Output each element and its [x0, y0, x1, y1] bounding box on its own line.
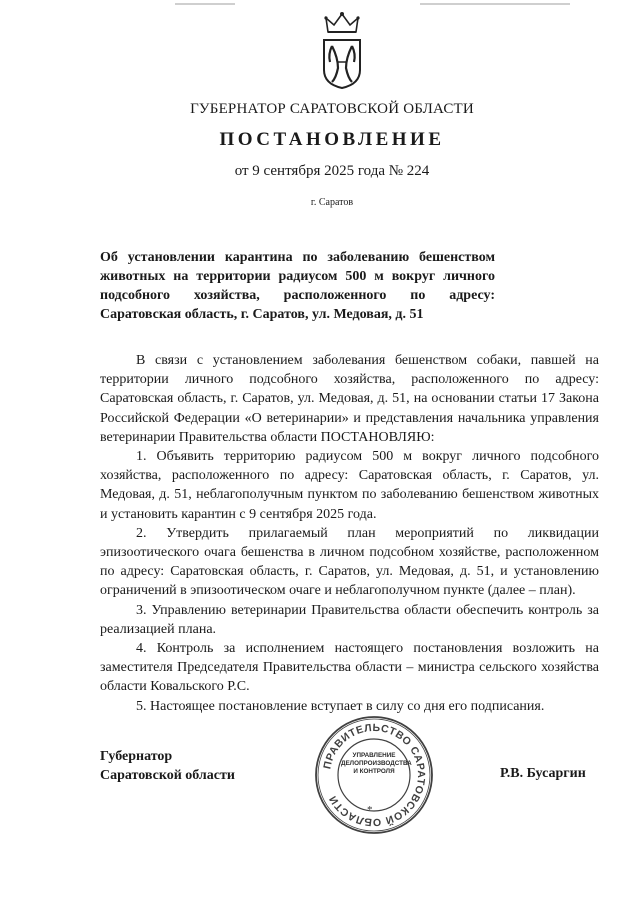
organization-title: ГУБЕРНАТОР САРАТОВСКОЙ ОБЛАСТИ [190, 101, 474, 117]
seal-inner-line: УПРАВЛЕНИЕ [352, 752, 396, 759]
coat-of-arms-icon [318, 10, 366, 90]
signatory-title-line: Саратовской области [100, 768, 235, 783]
clause-paragraph: 2. Утвердить прилагаемый план мероприятий по ликвидации эпизоотического очага бешенства в личном подсобном хозяйстве, расположенном по адресу: Саратовская область, г. Саратов, ул. Медовая, д. 51, и установлению ограничений в эпизоотическом очаге и неблагополучном пункте (далее – план). [100, 525, 599, 599]
clause-paragraph: 3. Управлению ветеринарии Правительства области обеспечить контроль за реализацией плана. [100, 602, 599, 637]
document-type-heading: ПОСТАНОВЛЕНИЕ [219, 129, 445, 150]
scan-artifact [420, 3, 570, 5]
seal-star-icon: * [367, 804, 373, 816]
preamble-paragraph: В связи с установлением заболевания бешенством собаки, павшей на территории личного подсобного хозяйства, расположенного по адресу: Саратовская область, г. Саратов, ул. Медовая, д. 51, на основании статьи 17 Закона Российской Федерации «О ветеринарии» и представления начальника управления ветеринарии Правительства области ПОСТАНОВЛЯЮ: [100, 353, 599, 445]
document-body [100, 351, 599, 716]
seal-ring-text: ПРАВИТЕЛЬСТВО САРАТОВСКОЙ ОБЛАСТИ [321, 721, 428, 829]
seal-inner-line: И КОНТРОЛЯ [353, 768, 395, 775]
place-of-issue: г. Саратов [310, 197, 354, 208]
seal-inner-text [341, 752, 412, 776]
scan-artifact [175, 3, 235, 5]
signatory-title-line: Губернатор [100, 749, 173, 764]
clause-paragraph: 4. Контроль за исполнением настоящего постановления возложить на заместителя Председателя Правительства области – министра сельского хозяйства области Ковальского Р.С. [100, 641, 599, 695]
clause-paragraph: 1. Объявить территорию радиусом 500 м вокруг личного подсобного хозяйства, расположенного по адресу: Саратовская область, г. Саратов, ул. Медовая, д. 51, неблагополучным пунктом по заболеванию бешенством животных и установить карантин с 9 сентября 2025 года. [100, 449, 599, 522]
date-and-number: от 9 сентября 2025 года № 224 [234, 163, 430, 179]
signatory-title [100, 747, 235, 785]
document-subject: Об установлении карантина по заболеванию бешенством животных на территории радиусом 500 м вокруг личного подсобного хозяйства, расположенного по адресу: Саратовская область, г. Саратов, ул. Медовая, д. 51 [100, 250, 495, 322]
seal-inner-line: ДЕЛОПРОИЗВОДСТВА [341, 760, 412, 767]
clause-paragraph: 5. Настоящее постановление вступает в силу со дня его подписания. [136, 698, 545, 714]
signatory-name: Р.В. Бусаргин [500, 766, 586, 781]
